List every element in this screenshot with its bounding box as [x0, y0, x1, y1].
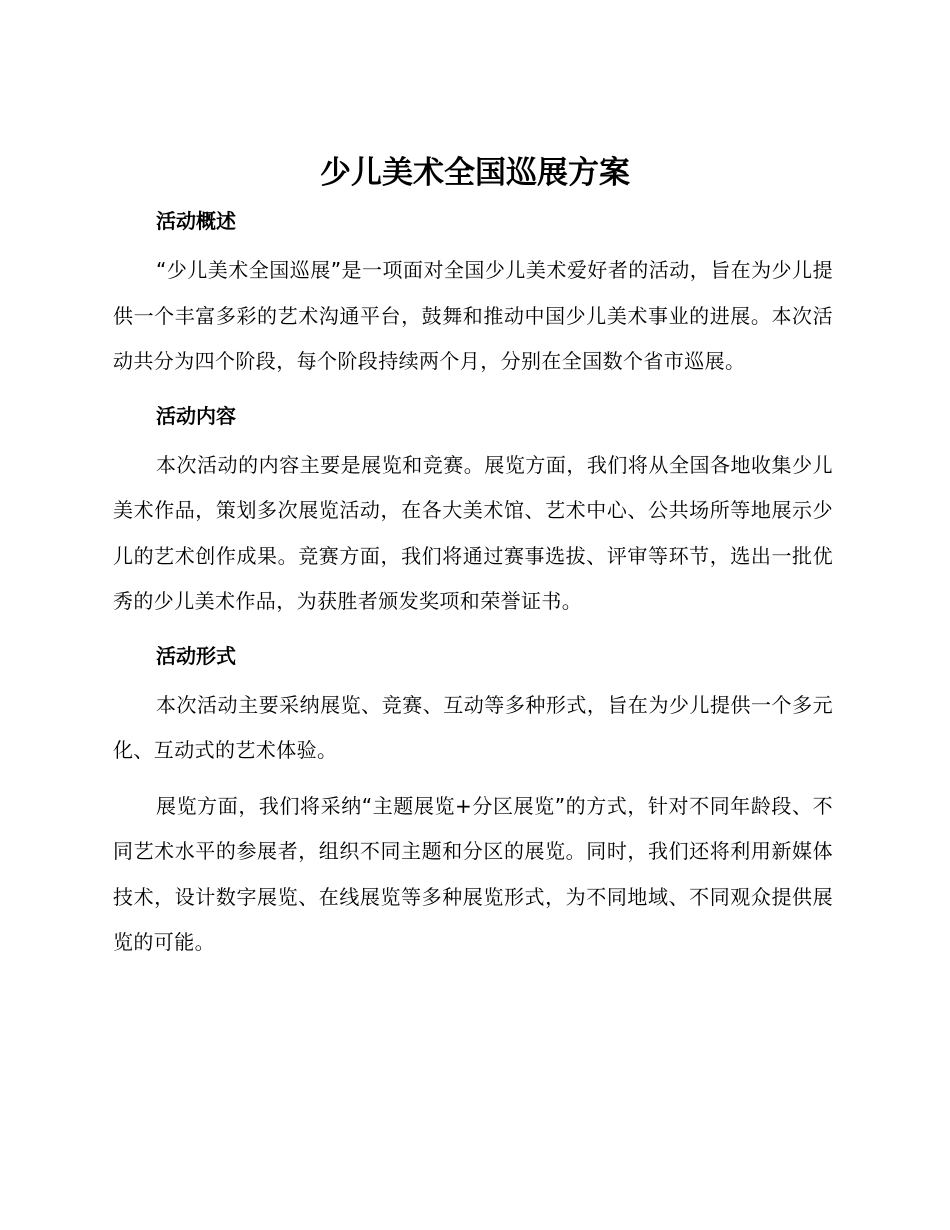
document-title: 少儿美术全国巡展方案	[320, 155, 630, 191]
section-content	[113, 395, 833, 625]
paragraph: 展览方面，我们将采纳“主题展览+分区展览”的方式，针对不同年龄段、不同艺术水平的参展者，组织不同主题和分区的展览。同时，我们还将利用新媒体技术，设计数字展览、在线展览等多种展览形式，为不同地域、不同观众提供展览的可能。	[113, 793, 833, 954]
section-heading: 活动形式	[156, 643, 236, 668]
paragraph: 本次活动的内容主要是展览和竞赛。展览方面，我们将从全国各地收集少儿美术作品，策划多次展览活动，在各大美术馆、艺术中心、公共场所等地展示少儿的艺术创作成果。竞赛方面，我们将通过赛事选拔、评审等环节，选出一批优秀的少儿美术作品，为获胜者颁发奖项和荣誉证书。	[113, 452, 833, 613]
paragraph: “少儿美术全国巡展”是一项面对全国少儿美术爱好者的活动，旨在为少儿提供一个丰富多彩的艺术沟通平台，鼓舞和推动中国少儿美术事业的进展。本次活动共分为四个阶段，每个阶段持续两个月，分别在全国数个省市巡展。	[113, 258, 833, 373]
document-body	[113, 200, 833, 976]
section-format	[113, 635, 833, 966]
paragraph: 本次活动主要采纳展览、竞赛、互动等多种形式，旨在为少儿提供一个多元化、互动式的艺术体验。	[113, 692, 833, 762]
section-heading: 活动内容	[156, 403, 236, 428]
section-overview	[113, 200, 833, 385]
section-heading: 活动概述	[156, 209, 236, 233]
